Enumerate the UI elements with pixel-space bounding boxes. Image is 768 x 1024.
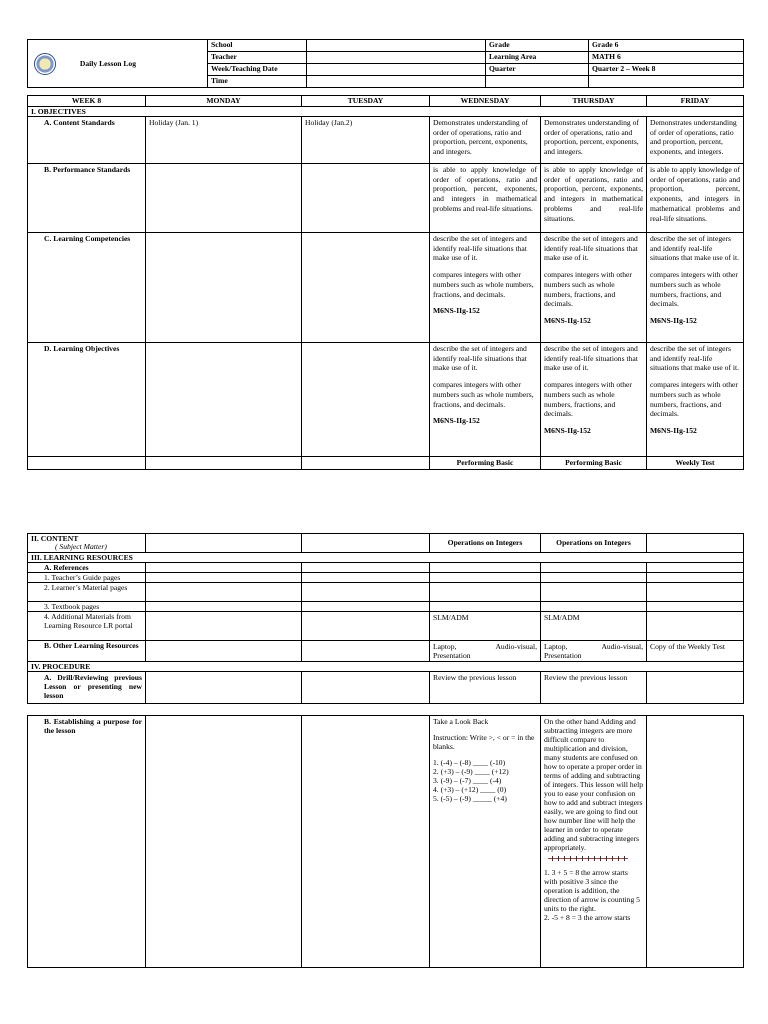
empty-cell xyxy=(146,563,302,573)
teacher-label: Teacher xyxy=(208,52,307,64)
empty-cell xyxy=(302,233,430,343)
competency-code: M6NS-IIg-152 xyxy=(544,316,591,326)
empty-cell xyxy=(302,672,430,704)
objective-1: describe the set of integers and identify real-life situations that make use of it. xyxy=(544,344,638,373)
number-line-icon xyxy=(548,858,628,864)
objective-1: describe the set of integers and identify real-life situations that make use of it. xyxy=(433,344,527,373)
empty-cell xyxy=(647,716,744,968)
teacher-value[interactable] xyxy=(307,52,486,64)
competency-2: compares integers with other numbers such as whole numbers, fractions, and decimals. xyxy=(433,270,534,299)
resource-audio-visual: Audio-visual, xyxy=(601,642,643,651)
area-value: MATH 6 xyxy=(589,52,744,64)
friday-other-resources: Copy of the Weekly Test xyxy=(647,641,744,662)
exercise-item: 4. (+3) – (+12) ____ (0) xyxy=(433,785,507,794)
monday-content: Holiday (Jan. 1) xyxy=(146,117,302,164)
thursday-competencies xyxy=(541,233,647,343)
school-label: School xyxy=(208,40,307,52)
empty-cell xyxy=(430,573,541,583)
empty-cell xyxy=(541,573,647,583)
other-resources-text: B. Other Learning Resources xyxy=(44,641,139,650)
thursday-objectives xyxy=(541,343,647,457)
wednesday-topic: Operations on Integers xyxy=(430,534,541,553)
content-standards-label: A. Content Standards xyxy=(28,117,146,164)
thursday-activity: Performing Basic xyxy=(541,457,647,470)
empty-cell xyxy=(146,612,302,641)
logo-cell xyxy=(28,40,208,88)
thursday-additional-materials: SLM/ADM xyxy=(541,612,647,641)
exercise-item: 1. (-4) – (-8) ____ (-10) xyxy=(433,758,506,767)
grade-label: Grade xyxy=(486,40,589,52)
resources-heading: III. LEARNING RESOURCES xyxy=(28,553,744,563)
references-label: A. References xyxy=(28,563,146,573)
empty-cell xyxy=(430,602,541,612)
thursday-performance-standard: is able to apply knowledge of order of operations, ratio and proportion, percent, exponents, and integers in mathematical problems and real-life situations. xyxy=(541,164,647,233)
example-2: 2. -5 + 8 = 3 the arrow starts xyxy=(544,913,631,922)
objective-2: compares integers with other numbers such as whole numbers, fractions, and decimals. xyxy=(650,380,738,419)
wednesday-activity: Performing Basic xyxy=(430,457,541,470)
area-label: Learning Area xyxy=(486,52,589,64)
empty-cell xyxy=(647,534,744,553)
other-resources-label xyxy=(28,641,146,662)
competency-code: M6NS-IIg-152 xyxy=(650,316,697,326)
learning-competencies-label: C. Learning Competencies xyxy=(28,233,146,343)
thursday-other-resources xyxy=(541,641,647,662)
wednesday-header: WEDNESDAY xyxy=(430,96,541,107)
friday-header: FRIDAY xyxy=(647,96,744,107)
resource-presentation: Presentation xyxy=(544,651,582,660)
empty-cell xyxy=(541,583,647,602)
drill-label: A. Drill/Reviewing previous Lesson or presenting new lesson xyxy=(28,672,146,704)
competency-code: M6NS-IIg-152 xyxy=(433,306,480,316)
exercise-item: 2. (+3) – (-9) ____ (+12) xyxy=(433,767,509,776)
wednesday-content-standard: Demonstrates understanding of order of operations, ratio and proportion, percent, exponents, and integers. xyxy=(430,117,541,164)
empty-cell xyxy=(302,164,430,233)
time-value[interactable] xyxy=(307,76,486,88)
tuesday-header: TUESDAY xyxy=(302,96,430,107)
learning-objectives-label: D. Learning Objectives xyxy=(28,343,146,457)
resource-laptop: Laptop, xyxy=(544,642,568,651)
exercise-item: 5. (-5) – (-9) _____ (+4) xyxy=(433,794,507,803)
competency-1: describe the set of integers and identify real-life situations that make use of it. xyxy=(433,234,527,263)
empty-cell xyxy=(647,612,744,641)
content-heading: II. CONTENT xyxy=(31,534,79,543)
empty-cell xyxy=(146,534,302,553)
wednesday-performance-standard: is able to apply knowledge of order of operations, ratio and proportion, percent, exponents, and integers in mathematical problems and real-life situations. xyxy=(430,164,541,233)
wednesday-objectives xyxy=(430,343,541,457)
empty-cell xyxy=(589,76,744,88)
teachers-guide-label: 1. Teacher’s Guide pages xyxy=(28,573,146,583)
thursday-topic: Operations on Integers xyxy=(541,534,647,553)
content-subtitle: ( Subject Matter) xyxy=(55,542,107,551)
empty-cell xyxy=(146,457,302,470)
resource-audio-visual: Audio-visual, xyxy=(495,642,537,651)
purpose-table xyxy=(27,715,744,968)
friday-competencies xyxy=(647,233,744,343)
competency-1: describe the set of integers and identify real-life situations that make use of it. xyxy=(650,234,740,263)
exercise-item: 3. (-9) – (-7) ____ (-4) xyxy=(433,776,502,785)
empty-cell xyxy=(541,602,647,612)
tuesday-content: Holiday (Jan.2) xyxy=(302,117,430,164)
friday-activity: Weekly Test xyxy=(647,457,744,470)
week-value[interactable] xyxy=(307,64,486,76)
content-table xyxy=(27,533,744,704)
thursday-drill: Review the previous lesson xyxy=(541,672,647,704)
learners-material-label: 2. Learner’s Material pages xyxy=(28,583,146,602)
header-table xyxy=(27,39,744,88)
empty-cell xyxy=(146,602,302,612)
performance-standards-label: B. Performance Standards xyxy=(28,164,146,233)
empty-cell xyxy=(146,573,302,583)
empty-cell xyxy=(541,563,647,573)
empty-cell xyxy=(146,672,302,704)
empty-cell xyxy=(647,672,744,704)
friday-objectives xyxy=(647,343,744,457)
empty-cell xyxy=(146,583,302,602)
empty-cell xyxy=(146,716,302,968)
empty-cell xyxy=(146,164,302,233)
time-label: Time xyxy=(208,76,307,88)
additional-materials-label: 4. Additional Materials from Learning Resource LR portal xyxy=(28,612,146,641)
purpose-label: B. Establishing a purpose for the lesson xyxy=(28,716,146,968)
monday-header: MONDAY xyxy=(146,96,302,107)
objectives-heading: I. OBJECTIVES xyxy=(28,107,744,117)
empty-cell xyxy=(302,716,430,968)
competency-2: compares integers with other numbers such as whole numbers, fractions, and decimals. xyxy=(544,270,632,309)
friday-performance-standard: is able to apply knowledge of order of operations, ratio and proportion, percent, exponents, and integers in mathematical problems and real-life situations. xyxy=(647,164,744,233)
objective-code: M6NS-IIg-152 xyxy=(544,426,591,436)
objective-2: compares integers with other numbers such as whole numbers, fractions, and decimals. xyxy=(544,380,632,419)
resource-presentation: Presentation xyxy=(433,651,471,660)
empty-cell xyxy=(146,343,302,457)
instruction-text: Instruction: Write >, < or = in the blanks. xyxy=(433,733,535,751)
objectives-table xyxy=(27,95,744,470)
empty-cell xyxy=(302,583,430,602)
doc-title: Daily Lesson Log xyxy=(79,58,137,68)
wednesday-purpose xyxy=(430,716,541,968)
friday-content-standard: Demonstrates understanding of order of operations, ratio and proportion, percent, exponents, and integers. xyxy=(647,117,744,164)
empty-cell xyxy=(302,343,430,457)
empty-cell xyxy=(430,563,541,573)
week-label: Week/Teaching Date xyxy=(208,64,307,76)
objective-2: compares integers with other numbers such as whole numbers, fractions, and decimals. xyxy=(433,380,534,409)
thursday-purpose xyxy=(541,716,647,968)
empty-cell xyxy=(302,457,430,470)
empty-cell xyxy=(647,602,744,612)
empty-cell xyxy=(647,583,744,602)
wednesday-drill: Review the previous lesson xyxy=(430,672,541,704)
school-value[interactable] xyxy=(307,40,486,52)
look-back-title: Take a Look Back xyxy=(433,717,489,726)
exercise-list xyxy=(433,758,537,803)
empty-cell xyxy=(302,612,430,641)
empty-cell xyxy=(647,563,744,573)
empty-cell xyxy=(302,641,430,662)
empty-cell xyxy=(486,76,589,88)
quarter-label: Quarter xyxy=(486,64,589,76)
wednesday-additional-materials: SLM/ADM xyxy=(430,612,541,641)
wednesday-other-resources xyxy=(430,641,541,662)
empty-cell xyxy=(302,573,430,583)
objective-code: M6NS-IIg-152 xyxy=(650,426,697,436)
empty-cell xyxy=(430,583,541,602)
purpose-explanation: On the other hand Adding and subtracting integers are more difficult compare to multiplication and division, many students are confused on how to operate a proper order in terms of adding and subtracting of integers. This lesson will help you to ease your confusion on how to add and subtract integers easily, we are going to find out how number line will help the learner in order to operate adding and subtracting integers appropriately. xyxy=(544,717,643,852)
objective-code: M6NS-IIg-152 xyxy=(433,416,480,426)
procedure-heading: IV. PROCEDURE xyxy=(28,662,744,672)
content-label-cell xyxy=(28,534,146,553)
empty-cell xyxy=(302,563,430,573)
deped-seal-icon xyxy=(34,53,56,75)
textbook-label: 3. Textbook pages xyxy=(28,602,146,612)
empty-cell xyxy=(647,573,744,583)
thursday-header: THURSDAY xyxy=(541,96,647,107)
example-1: 1. 3 + 5 = 8 the arrow starts with positive 3 since the operation is addition, the direction of arrow is counting 5 units to the right. xyxy=(544,868,640,913)
empty-cell xyxy=(302,602,430,612)
week-header: WEEK 8 xyxy=(28,96,146,107)
empty-cell xyxy=(146,233,302,343)
wednesday-competencies xyxy=(430,233,541,343)
competency-1: describe the set of integers and identify real-life situations that make use of it. xyxy=(544,234,638,263)
resource-laptop: Laptop, xyxy=(433,642,457,651)
thursday-content-standard: Demonstrates understanding of order of operations, ratio and proportion, percent, exponents, and integers. xyxy=(541,117,647,164)
empty-cell xyxy=(146,641,302,662)
grade-value: Grade 6 xyxy=(589,40,744,52)
objective-1: describe the set of integers and identify real-life situations that make use of it. xyxy=(650,344,740,373)
empty-cell xyxy=(28,457,146,470)
competency-2: compares integers with other numbers such as whole numbers, fractions, and decimals. xyxy=(650,270,738,309)
quarter-value: Quarter 2 – Week 8 xyxy=(589,64,744,76)
empty-cell xyxy=(302,534,430,553)
